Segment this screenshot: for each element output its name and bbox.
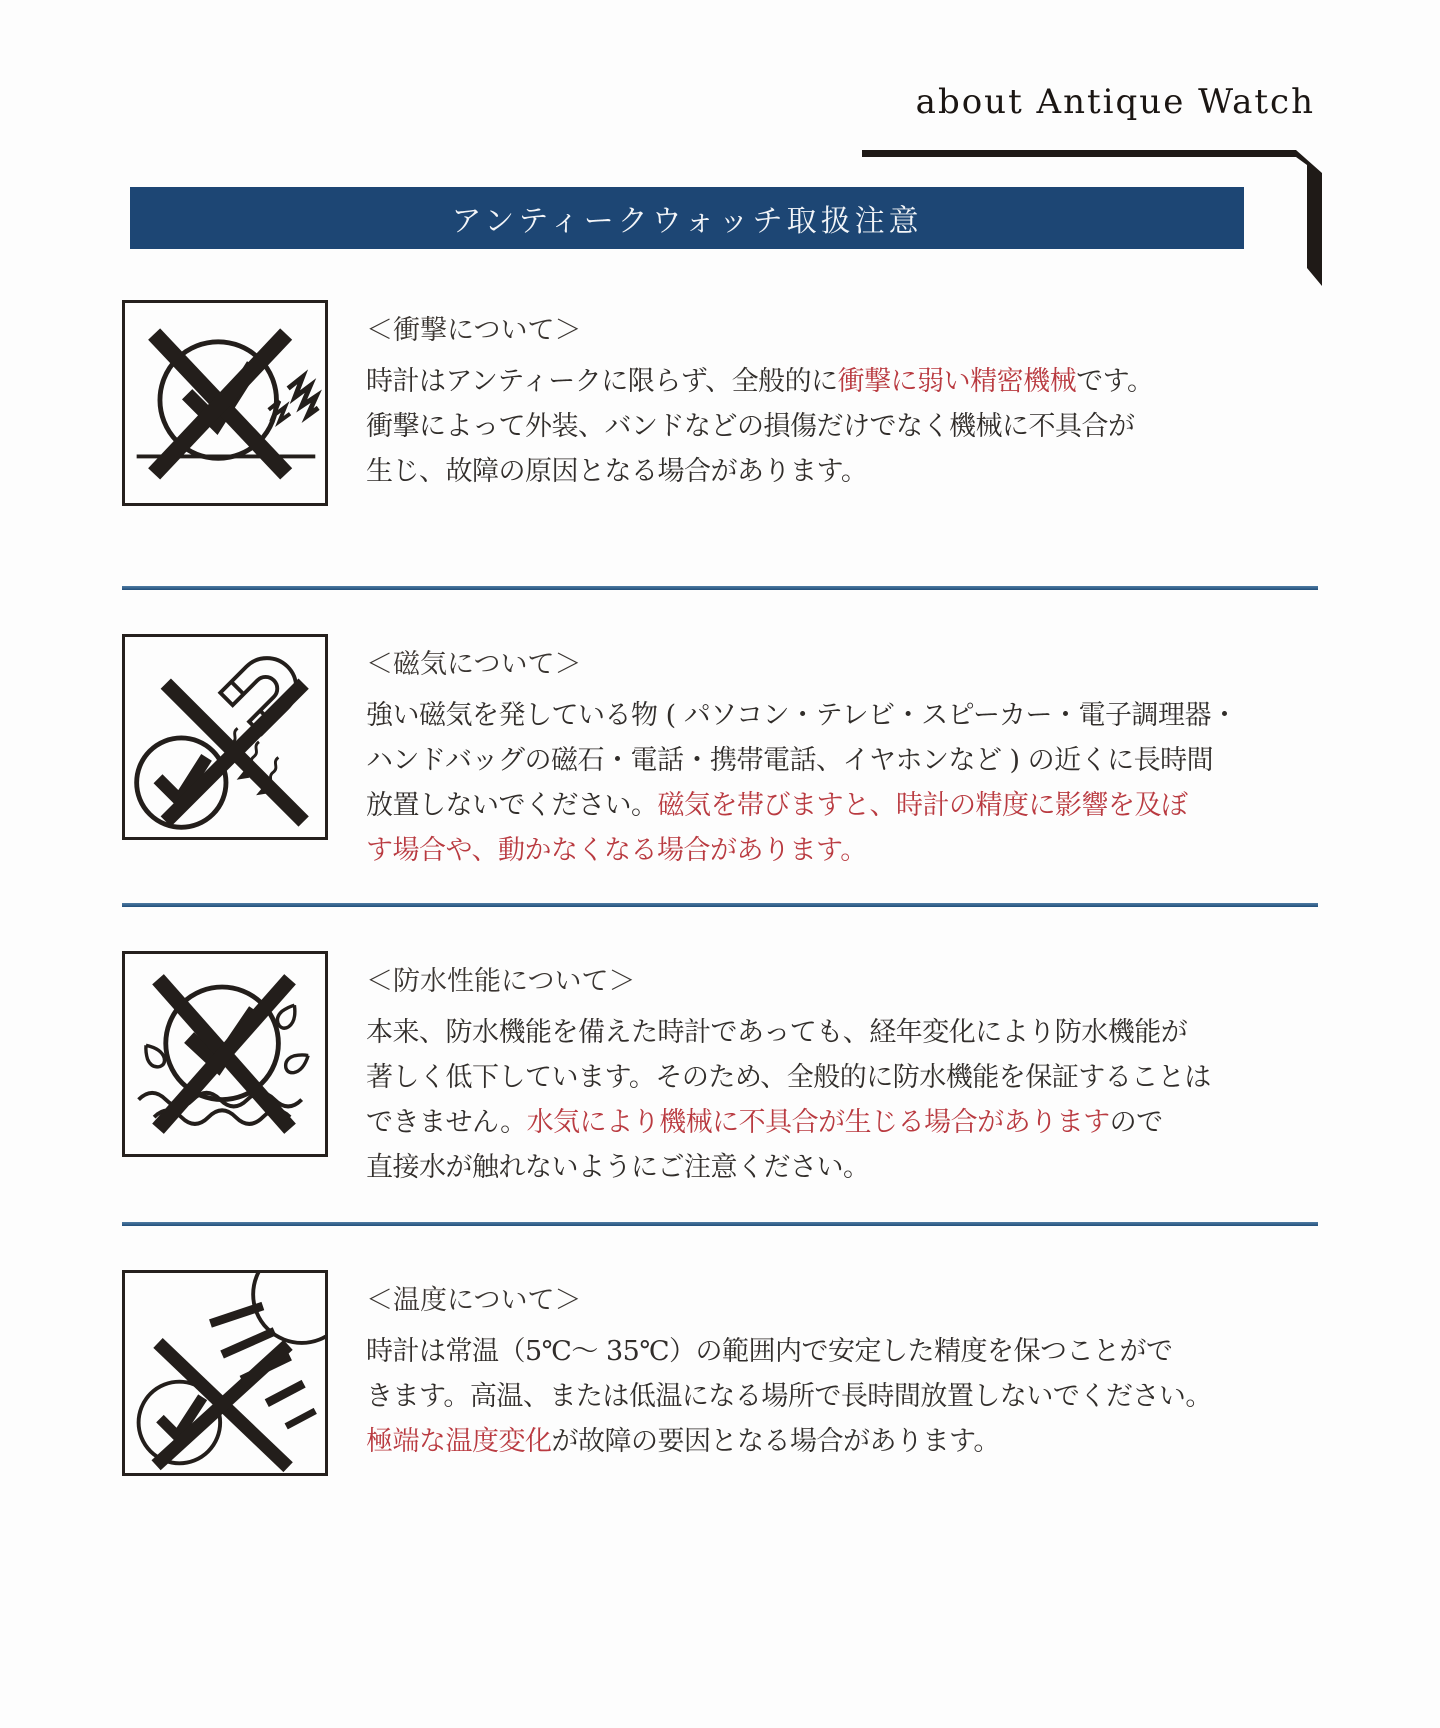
body-line bbox=[366, 1055, 1318, 1100]
no-shock-icon bbox=[125, 303, 325, 503]
section-text bbox=[366, 300, 1318, 494]
line-text: 著しく低下しています。そのため、全般的に防水機能を保証することは bbox=[366, 1062, 1211, 1093]
line-text: きます。高温、または低温になる場所で長時間放置しないでください。 bbox=[366, 1381, 1212, 1412]
section-heading: ＜防水性能について＞ bbox=[366, 966, 636, 997]
no-heat-icon bbox=[125, 1273, 325, 1473]
body-line bbox=[366, 449, 1318, 494]
section-magnetism bbox=[122, 634, 1318, 903]
body-line bbox=[366, 1145, 1318, 1190]
eyebrow-title: about Antique Watch bbox=[915, 82, 1315, 122]
body-line bbox=[366, 1329, 1318, 1374]
line-text: 生じ、故障の原因となる場合があります。 bbox=[366, 456, 868, 487]
no-magnetism-icon-box bbox=[122, 634, 328, 840]
body-line bbox=[366, 738, 1318, 783]
no-water-icon bbox=[125, 954, 325, 1154]
section-text bbox=[366, 1270, 1318, 1464]
section-text bbox=[366, 634, 1318, 873]
section-temperature bbox=[122, 1270, 1318, 1476]
line-text: 本来、防水機能を備えた時計であっても、経年変化により防水機能が bbox=[366, 1017, 1188, 1048]
title-bar bbox=[130, 187, 1244, 249]
section-text bbox=[366, 951, 1318, 1190]
body-line bbox=[366, 1419, 1318, 1464]
line-text: が故障の要因となる場合があります。 bbox=[551, 1426, 1000, 1457]
line-text: ハンドバッグの磁石・電話・携帯電話、イヤホンなど ) の近くに長時間 bbox=[366, 745, 1214, 776]
section-heading: ＜温度について＞ bbox=[366, 1285, 582, 1316]
no-heat-icon-box bbox=[122, 1270, 328, 1476]
line-text: 時計は常温（5℃～ 35℃）の範囲内で安定した精度を保つことがで bbox=[366, 1336, 1173, 1367]
line-text: 時計はアンティークに限らず、全般的に bbox=[366, 366, 838, 397]
section-divider bbox=[122, 903, 1318, 907]
section-divider bbox=[122, 1222, 1318, 1226]
line-text: 強い磁気を発している物 ( パソコン・テレビ・スピーカー・電子調理器・ bbox=[366, 700, 1238, 731]
section-divider bbox=[122, 586, 1318, 590]
line-text-red: す場合や、動かなくなる場合があります。 bbox=[366, 835, 867, 866]
line-text: 衝撃によって外装、バンドなどの損傷だけでなく機械に不具合が bbox=[366, 411, 1135, 442]
line-text: です。 bbox=[1076, 366, 1154, 397]
body-line bbox=[366, 828, 1318, 873]
line-text: 放置しないでください。 bbox=[366, 790, 658, 821]
page-title: アンティークウォッチ取扱注意 bbox=[451, 204, 923, 239]
line-text: ので bbox=[1109, 1107, 1163, 1138]
line-text-red: 磁気を帯びますと、時計の精度に影響を及ぼ bbox=[657, 790, 1188, 821]
line-text: できません。 bbox=[366, 1107, 527, 1138]
no-water-icon-box bbox=[122, 951, 328, 1157]
line-text-red: 極端な温度変化 bbox=[366, 1426, 552, 1457]
line-text-red: 水気により機械に不具合が生じる場合があります bbox=[526, 1107, 1110, 1138]
line-text: 直接水が触れないようにご注意ください。 bbox=[366, 1152, 870, 1183]
body-line bbox=[366, 1374, 1318, 1419]
body-line bbox=[366, 693, 1318, 738]
body-line bbox=[366, 404, 1318, 449]
section-heading: ＜磁気について＞ bbox=[366, 649, 582, 680]
line-text-red: 衝撃に弱い精密機械 bbox=[837, 366, 1077, 397]
body-line bbox=[366, 783, 1318, 828]
section-shock bbox=[122, 300, 1318, 586]
section-water bbox=[122, 951, 1318, 1222]
body-line bbox=[366, 359, 1318, 404]
no-shock-icon-box bbox=[122, 300, 328, 506]
no-magnetism-icon bbox=[125, 637, 325, 837]
body-line bbox=[366, 1100, 1318, 1145]
content bbox=[122, 300, 1318, 1476]
body-line bbox=[366, 1010, 1318, 1055]
section-heading: ＜衝撃について＞ bbox=[366, 315, 582, 346]
